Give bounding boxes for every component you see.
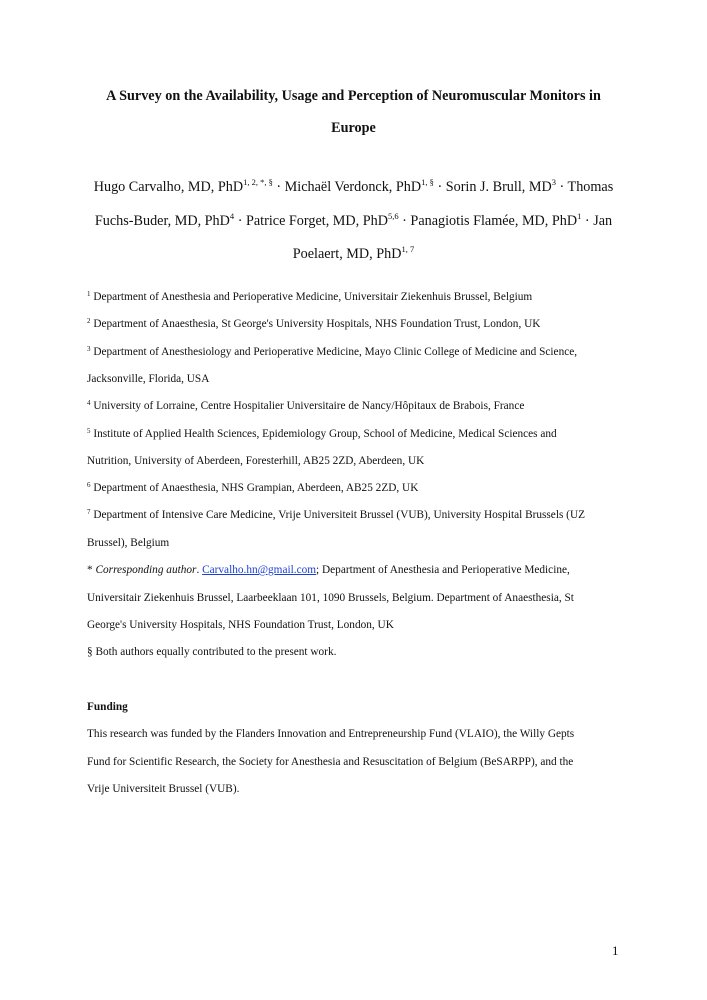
affiliation-4 (87, 401, 627, 412)
affiliation-text: University of Lorraine, Centre Hospitalier Universitaire de Nancy/Hôpitaux de Brabois, France (90, 400, 525, 412)
author-name: · Thomas (555, 179, 614, 195)
asterisk-mark: * (87, 564, 96, 576)
author-superscript: 5,6 (387, 211, 399, 221)
equal-contribution-note: § Both authors equally contributed to the present work. (87, 646, 337, 658)
affiliation-number: 1 (87, 290, 91, 298)
author-superscript: 1, § (421, 177, 434, 187)
affiliation-text: Department of Anaesthesia, St George's University Hospitals, NHS Foundation Trust, London, UK (90, 318, 541, 330)
affiliation-number: 6 (87, 481, 91, 489)
affiliation-text: Department of Intensive Care Medicine, Vrije Universiteit Brussel (VUB), University Hospital Brussels (UZ (90, 509, 586, 521)
page-number: 1 (612, 943, 619, 958)
funding-heading: Funding (87, 701, 128, 713)
affiliation-3-continued: Jacksonville, Florida, USA (87, 373, 210, 385)
affiliation-text: Department of Anaesthesia, NHS Grampian, Aberdeen, AB25 2ZD, UK (90, 482, 419, 494)
affiliation-number: 7 (87, 508, 91, 516)
affiliation-number: 4 (87, 399, 91, 407)
corresponding-address: ; Department of Anesthesia and Perioperative Medicine, (316, 564, 570, 576)
affiliation-6 (87, 483, 627, 494)
affiliation-7 (87, 510, 627, 521)
corresponding-author-line-1 (87, 565, 627, 576)
affiliation-5-continued: Nutrition, University of Aberdeen, Foresterhill, AB25 2ZD, Aberdeen, UK (87, 455, 425, 467)
affiliation-3 (87, 347, 627, 358)
author-name: · Panagiotis Flamée, MD, PhD (398, 213, 578, 229)
author-name: · Patrice Forget, MD, PhD (234, 213, 388, 229)
affiliation-2 (87, 319, 627, 330)
author-superscript: 1, 7 (401, 244, 415, 254)
affiliation-text: Institute of Applied Health Sciences, Epidemiology Group, School of Medicine, Medical Sciences and (90, 428, 557, 440)
affiliation-number: 3 (87, 345, 91, 353)
paper-title-line-2: Europe (331, 120, 376, 136)
author-name: · Sorin J. Brull, MD (433, 179, 552, 195)
affiliation-text: Department of Anesthesiology and Perioperative Medicine, Mayo Clinic College of Medicine and Science, (90, 346, 578, 358)
affiliation-number: 5 (87, 427, 91, 435)
corresponding-author-label: Corresponding author (95, 564, 197, 576)
author-superscript: 1 (577, 211, 582, 221)
paper-title-line-1: A Survey on the Availability, Usage and Perception of Neuromuscular Monitors in (106, 88, 601, 104)
author-line-3 (60, 244, 647, 262)
author-line-2 (60, 211, 647, 229)
funding-text-line-1: This research was funded by the Flanders Innovation and Entrepreneurship Fund (VLAIO), the Willy Gepts (87, 728, 575, 740)
author-superscript: 1, 2, *, § (243, 177, 273, 187)
affiliation-5 (87, 429, 627, 440)
funding-text-line-3: Vrije Universiteit Brussel (VUB). (87, 783, 240, 795)
affiliation-text: Department of Anesthesia and Perioperative Medicine, Universitair Ziekenhuis Brussel, Belgium (90, 291, 533, 303)
corresponding-author-line-3: George's University Hospitals, NHS Foundation Trust, London, UK (87, 619, 394, 631)
funding-text-line-2: Fund for Scientific Research, the Society for Anesthesia and Resuscitation of Belgium (BeSARPP), and the (87, 756, 574, 768)
author-superscript: 4 (229, 211, 235, 221)
author-name: Fuchs-Buder, MD, PhD (94, 213, 230, 229)
email-link[interactable]: Carvalho.hn@gmail.com (202, 564, 317, 576)
author-name: · Michaël Verdonck, PhD (272, 179, 422, 195)
affiliation-number: 2 (87, 317, 91, 325)
author-name: Poelaert, MD, PhD (292, 246, 402, 262)
corresponding-author-line-2: Universitair Ziekenhuis Brussel, Laarbeeklaan 101, 1090 Brussels, Belgium. Department of Anaesthesia, St (87, 592, 574, 604)
author-name: Hugo Carvalho, MD, PhD (93, 179, 244, 195)
author-name: · Jan (581, 213, 613, 229)
affiliation-1 (87, 292, 627, 303)
affiliation-7-continued: Brussel), Belgium (87, 537, 170, 549)
separator: . (196, 564, 203, 576)
author-line-1 (60, 177, 647, 195)
author-superscript: 3 (551, 177, 556, 187)
